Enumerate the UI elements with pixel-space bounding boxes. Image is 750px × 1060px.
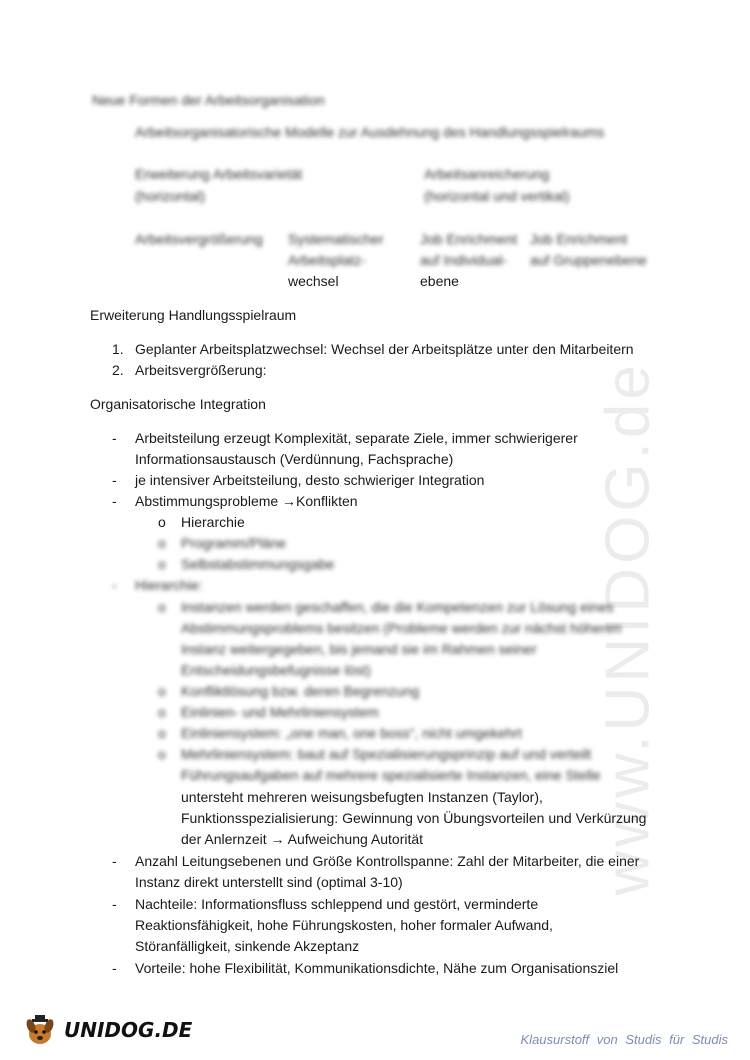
row-a: Arbeitsvergrößerung [135, 231, 263, 247]
sub-bullet-text: Mehrliniensystem: baut auf Spezialisierungsprinzip auf und verteilt [181, 746, 592, 762]
circle-bullet: o [158, 599, 166, 615]
sub-bullet-text: der Anlernzeit → Aufweichung Autorität [181, 831, 424, 847]
bullet-text: Anzahl Leitungsebenen und Größe Kontrollspanne: Zahl der Mitarbeiter, die einer [135, 853, 640, 869]
list-item: Geplanter Arbeitsplatzwechsel: Wechsel der Arbeitsplätze unter den Mitarbeitern [135, 341, 634, 357]
doc-subtitle: Arbeitsorganisatorische Modelle zur Ausdehnung des Handlungsspielraums [135, 124, 605, 140]
list-number: 2. [112, 362, 124, 378]
sub-bullet-text: Instanz weitergegeben, bis jemand sie im Rahmen seiner [181, 641, 537, 657]
footer-tagline: Klausurstoff von Studis für Studis [520, 1032, 728, 1047]
dash-bullet: - [112, 960, 117, 976]
dog-icon [22, 1012, 58, 1048]
circle-bullet: o [158, 683, 166, 699]
circle-bullet: o [158, 746, 166, 762]
doc-title: Neue Formen der Arbeitsorganisation [92, 92, 325, 108]
sub-bullet-text: Selbstabstimmungsgabe [181, 556, 335, 572]
sub-bullet-text: Abstimmungsproblems besitzen (Probleme werden zur nächst höheren [181, 620, 622, 636]
bullet-text: Störanfälligkeit, sinkende Akzeptanz [135, 938, 360, 954]
bullet-text: Arbeitsteilung erzeugt Komplexität, separate Ziele, immer schwierigerer [135, 430, 578, 446]
row-d2: auf Gruppenebene [530, 252, 647, 268]
logo-text: UNIDOG.DE [64, 1018, 193, 1042]
circle-bullet: o [158, 704, 166, 720]
dash-bullet: - [112, 577, 117, 593]
dash-bullet: - [112, 472, 117, 488]
col2-sub: (horizontal und vertikal) [424, 188, 570, 204]
sub-bullet-text: Entscheidungsbefugnisse löst) [181, 662, 371, 678]
bullet-text: Vorteile: hohe Flexibilität, Kommunikationsdichte, Nähe zum Organisationsziel [135, 960, 619, 976]
sub-bullet-text: Einliniensystem: „one man, one boss“, nicht umgekehrt [181, 725, 522, 741]
sub-bullet-text: Einlinien- und Mehrliniensystem [181, 704, 379, 720]
bullet-text: Nachteile: Informationsfluss schleppend und gestört, verminderte [135, 896, 539, 912]
bullet-text: Instanz direkt unterstellt sind (optimal 3-10) [135, 874, 403, 890]
sub-bullet-text: Funktionsspezialisierung: Gewinnung von Übungsvorteilen und Verkürzung [181, 810, 647, 826]
circle-bullet: o [158, 535, 166, 551]
sub-bullet-text: Programm/Pläne [181, 535, 287, 551]
row-b2: Arbeitsplatz- [288, 252, 366, 268]
dash-bullet: - [112, 853, 117, 869]
list-item: Arbeitsvergrößerung: [135, 362, 267, 378]
row-c1: Job Enrichment [420, 231, 518, 247]
dash-bullet: - [112, 896, 117, 912]
col2-title: Arbeitsanreicherung [424, 166, 550, 182]
fragment-ebene: ebene [420, 273, 459, 289]
dash-bullet: - [112, 493, 117, 509]
sub-bullet-text: Führungsaufgaben auf mehrere spezialisierte Instanzen, eine Stelle [181, 767, 601, 783]
sub-bullet-text: Konfliktlösung bzw. deren Begrenzung [181, 683, 420, 699]
fragment-wechsel: wechsel [288, 273, 339, 289]
sub-bullet-text: Hierarchie [181, 514, 245, 530]
footer-logo[interactable] [22, 1012, 192, 1048]
bullet-text: Hierarchie: [135, 577, 203, 593]
col1-sub: (horizontal) [135, 188, 206, 204]
bullet-text: je intensiver Arbeitsteilung, desto schwieriger Integration [135, 472, 485, 488]
section1-heading: Erweiterung Handlungsspielraum [90, 307, 297, 323]
bullet-text: Informationsaustausch (Verdünnung, Fachsprache) [135, 451, 454, 467]
row-c2: auf Individual- [420, 252, 508, 268]
section2-heading: Organisatorische Integration [90, 396, 266, 412]
row-b1: Systematischer [288, 231, 384, 247]
col1-title: Erweiterung Arbeitsvarietät [135, 166, 303, 182]
list-number: 1. [112, 341, 124, 357]
circle-bullet: o [158, 725, 166, 741]
sub-bullet-text: untersteht mehreren weisungsbefugten Instanzen (Taylor), [181, 789, 543, 805]
bullet-text: Abstimmungsprobleme →Konflikten [135, 493, 358, 509]
watermark-text: www.UNIDOG.de [593, 361, 663, 896]
sub-bullet-text: Instanzen werden geschaffen, die die Kompetenzen zur Lösung eines [181, 599, 614, 615]
circle-bullet: o [158, 556, 166, 572]
bullet-text: Reaktionsfähigkeit, hohe Führungskosten, hoher formaler Aufwand, [135, 917, 553, 933]
row-d1: Job Enrichment [530, 231, 628, 247]
circle-bullet: o [158, 514, 166, 530]
dash-bullet: - [112, 430, 117, 446]
